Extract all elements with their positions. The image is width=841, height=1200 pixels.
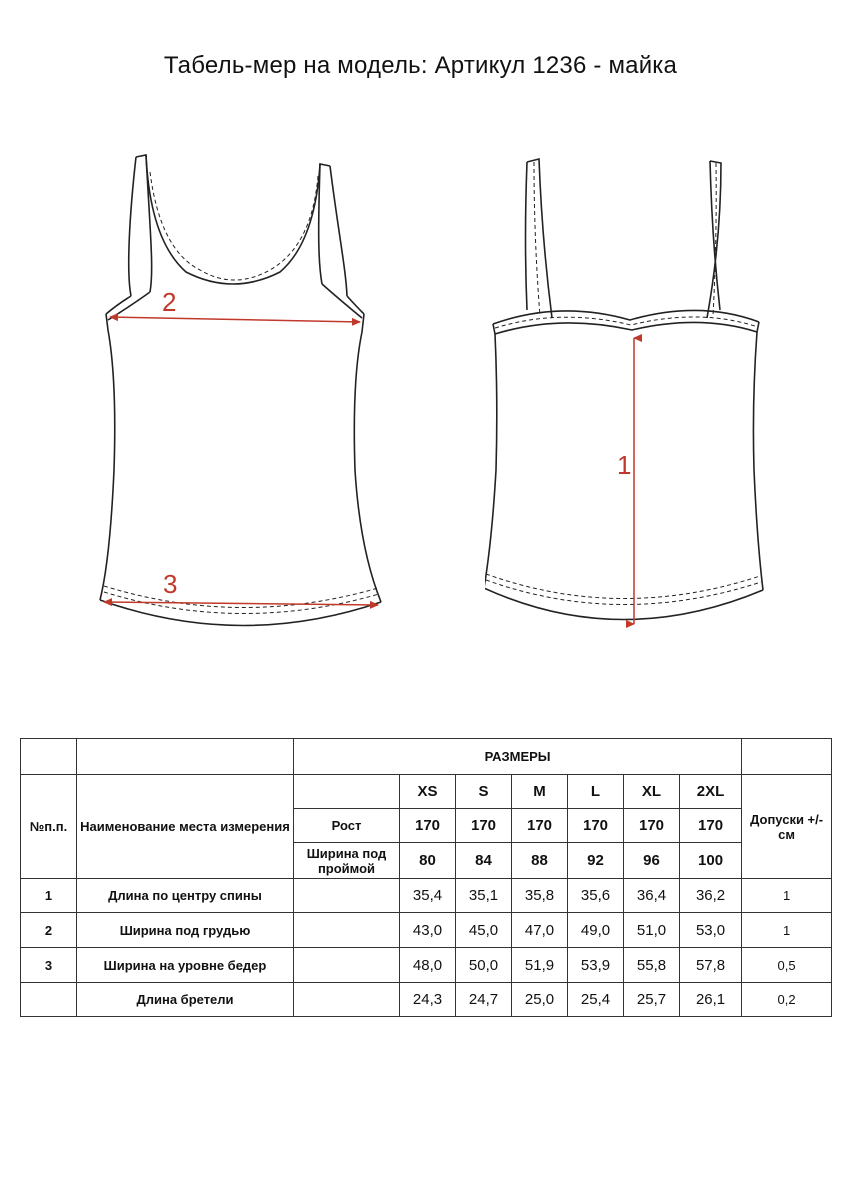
page-title: Табель-мер на модель: Артикул 1236 - майка: [163, 52, 678, 79]
row-num: 3: [21, 948, 77, 983]
table-row: [21, 983, 832, 1017]
size-2xl: 2XL: [680, 775, 742, 809]
back-view-sketch: [485, 145, 770, 635]
measure-line-3: [104, 602, 378, 605]
row-num: [21, 983, 77, 1017]
row-value: 36,4: [624, 879, 680, 913]
height-value: 170: [512, 809, 568, 843]
row-value: 57,8: [680, 948, 742, 983]
row-value: 50,0: [456, 948, 512, 983]
row-value: 55,8: [624, 948, 680, 983]
col-num-header: №п.п.: [21, 775, 77, 879]
size-s: S: [456, 775, 512, 809]
row-value: 24,3: [400, 983, 456, 1017]
row-tolerance: 1: [742, 913, 832, 948]
sizes-header: РАЗМЕРЫ: [294, 739, 742, 775]
width-value: 96: [624, 843, 680, 879]
size-table: [20, 738, 832, 1017]
front-measure-lines: [104, 317, 378, 605]
row-name: Ширина на уровне бедер: [77, 948, 294, 983]
height-value: 170: [456, 809, 512, 843]
row-tolerance: 0,5: [742, 948, 832, 983]
width-value: 80: [400, 843, 456, 879]
table-row: [21, 948, 832, 983]
col-tolerance-header: Допуски +/- см: [742, 775, 832, 879]
size-xl: XL: [624, 775, 680, 809]
measure-line-2: [110, 317, 360, 322]
height-value: 170: [568, 809, 624, 843]
measure-label-1: 1: [617, 450, 632, 480]
width-value: 100: [680, 843, 742, 879]
row-value: 35,6: [568, 879, 624, 913]
row-value: 53,0: [680, 913, 742, 948]
row-value: 43,0: [400, 913, 456, 948]
row-value: 51,9: [512, 948, 568, 983]
row-value: 49,0: [568, 913, 624, 948]
front-view-sketch: [90, 140, 400, 650]
measure-label-2: 2: [162, 287, 177, 317]
row-value: 45,0: [456, 913, 512, 948]
row-value: 24,7: [456, 983, 512, 1017]
row-value: 48,0: [400, 948, 456, 983]
height-label: Рост: [294, 809, 400, 843]
row-value: 25,7: [624, 983, 680, 1017]
row-value: 51,0: [624, 913, 680, 948]
width-value: 84: [456, 843, 512, 879]
row-num: 2: [21, 913, 77, 948]
row-value: 53,9: [568, 948, 624, 983]
table-header-row-sizes: [21, 739, 832, 775]
back-garment-outline: [485, 159, 763, 620]
table-header-row-size-names: [21, 775, 832, 809]
height-value: 170: [624, 809, 680, 843]
width-value: 88: [512, 843, 568, 879]
front-garment-outline: [100, 155, 381, 626]
row-name: Длина бретели: [77, 983, 294, 1017]
row-name: Ширина под грудью: [77, 913, 294, 948]
table-row: [21, 913, 832, 948]
row-value: 36,2: [680, 879, 742, 913]
row-tolerance: 1: [742, 879, 832, 913]
size-xs: XS: [400, 775, 456, 809]
height-value: 170: [400, 809, 456, 843]
size-m: M: [512, 775, 568, 809]
width-value: 92: [568, 843, 624, 879]
table-row: [21, 879, 832, 913]
row-value: 25,4: [568, 983, 624, 1017]
row-value: 47,0: [512, 913, 568, 948]
row-value: 26,1: [680, 983, 742, 1017]
col-name-header: Наименование места измерения: [77, 775, 294, 879]
height-value: 170: [680, 809, 742, 843]
row-name: Длина по центру спины: [77, 879, 294, 913]
row-num: 1: [21, 879, 77, 913]
measure-label-3: 3: [163, 569, 178, 599]
row-tolerance: 0,2: [742, 983, 832, 1017]
row-value: 35,1: [456, 879, 512, 913]
row-value: 35,4: [400, 879, 456, 913]
row-value: 25,0: [512, 983, 568, 1017]
width-label: Ширина под проймой: [294, 843, 400, 879]
row-value: 35,8: [512, 879, 568, 913]
size-l: L: [568, 775, 624, 809]
